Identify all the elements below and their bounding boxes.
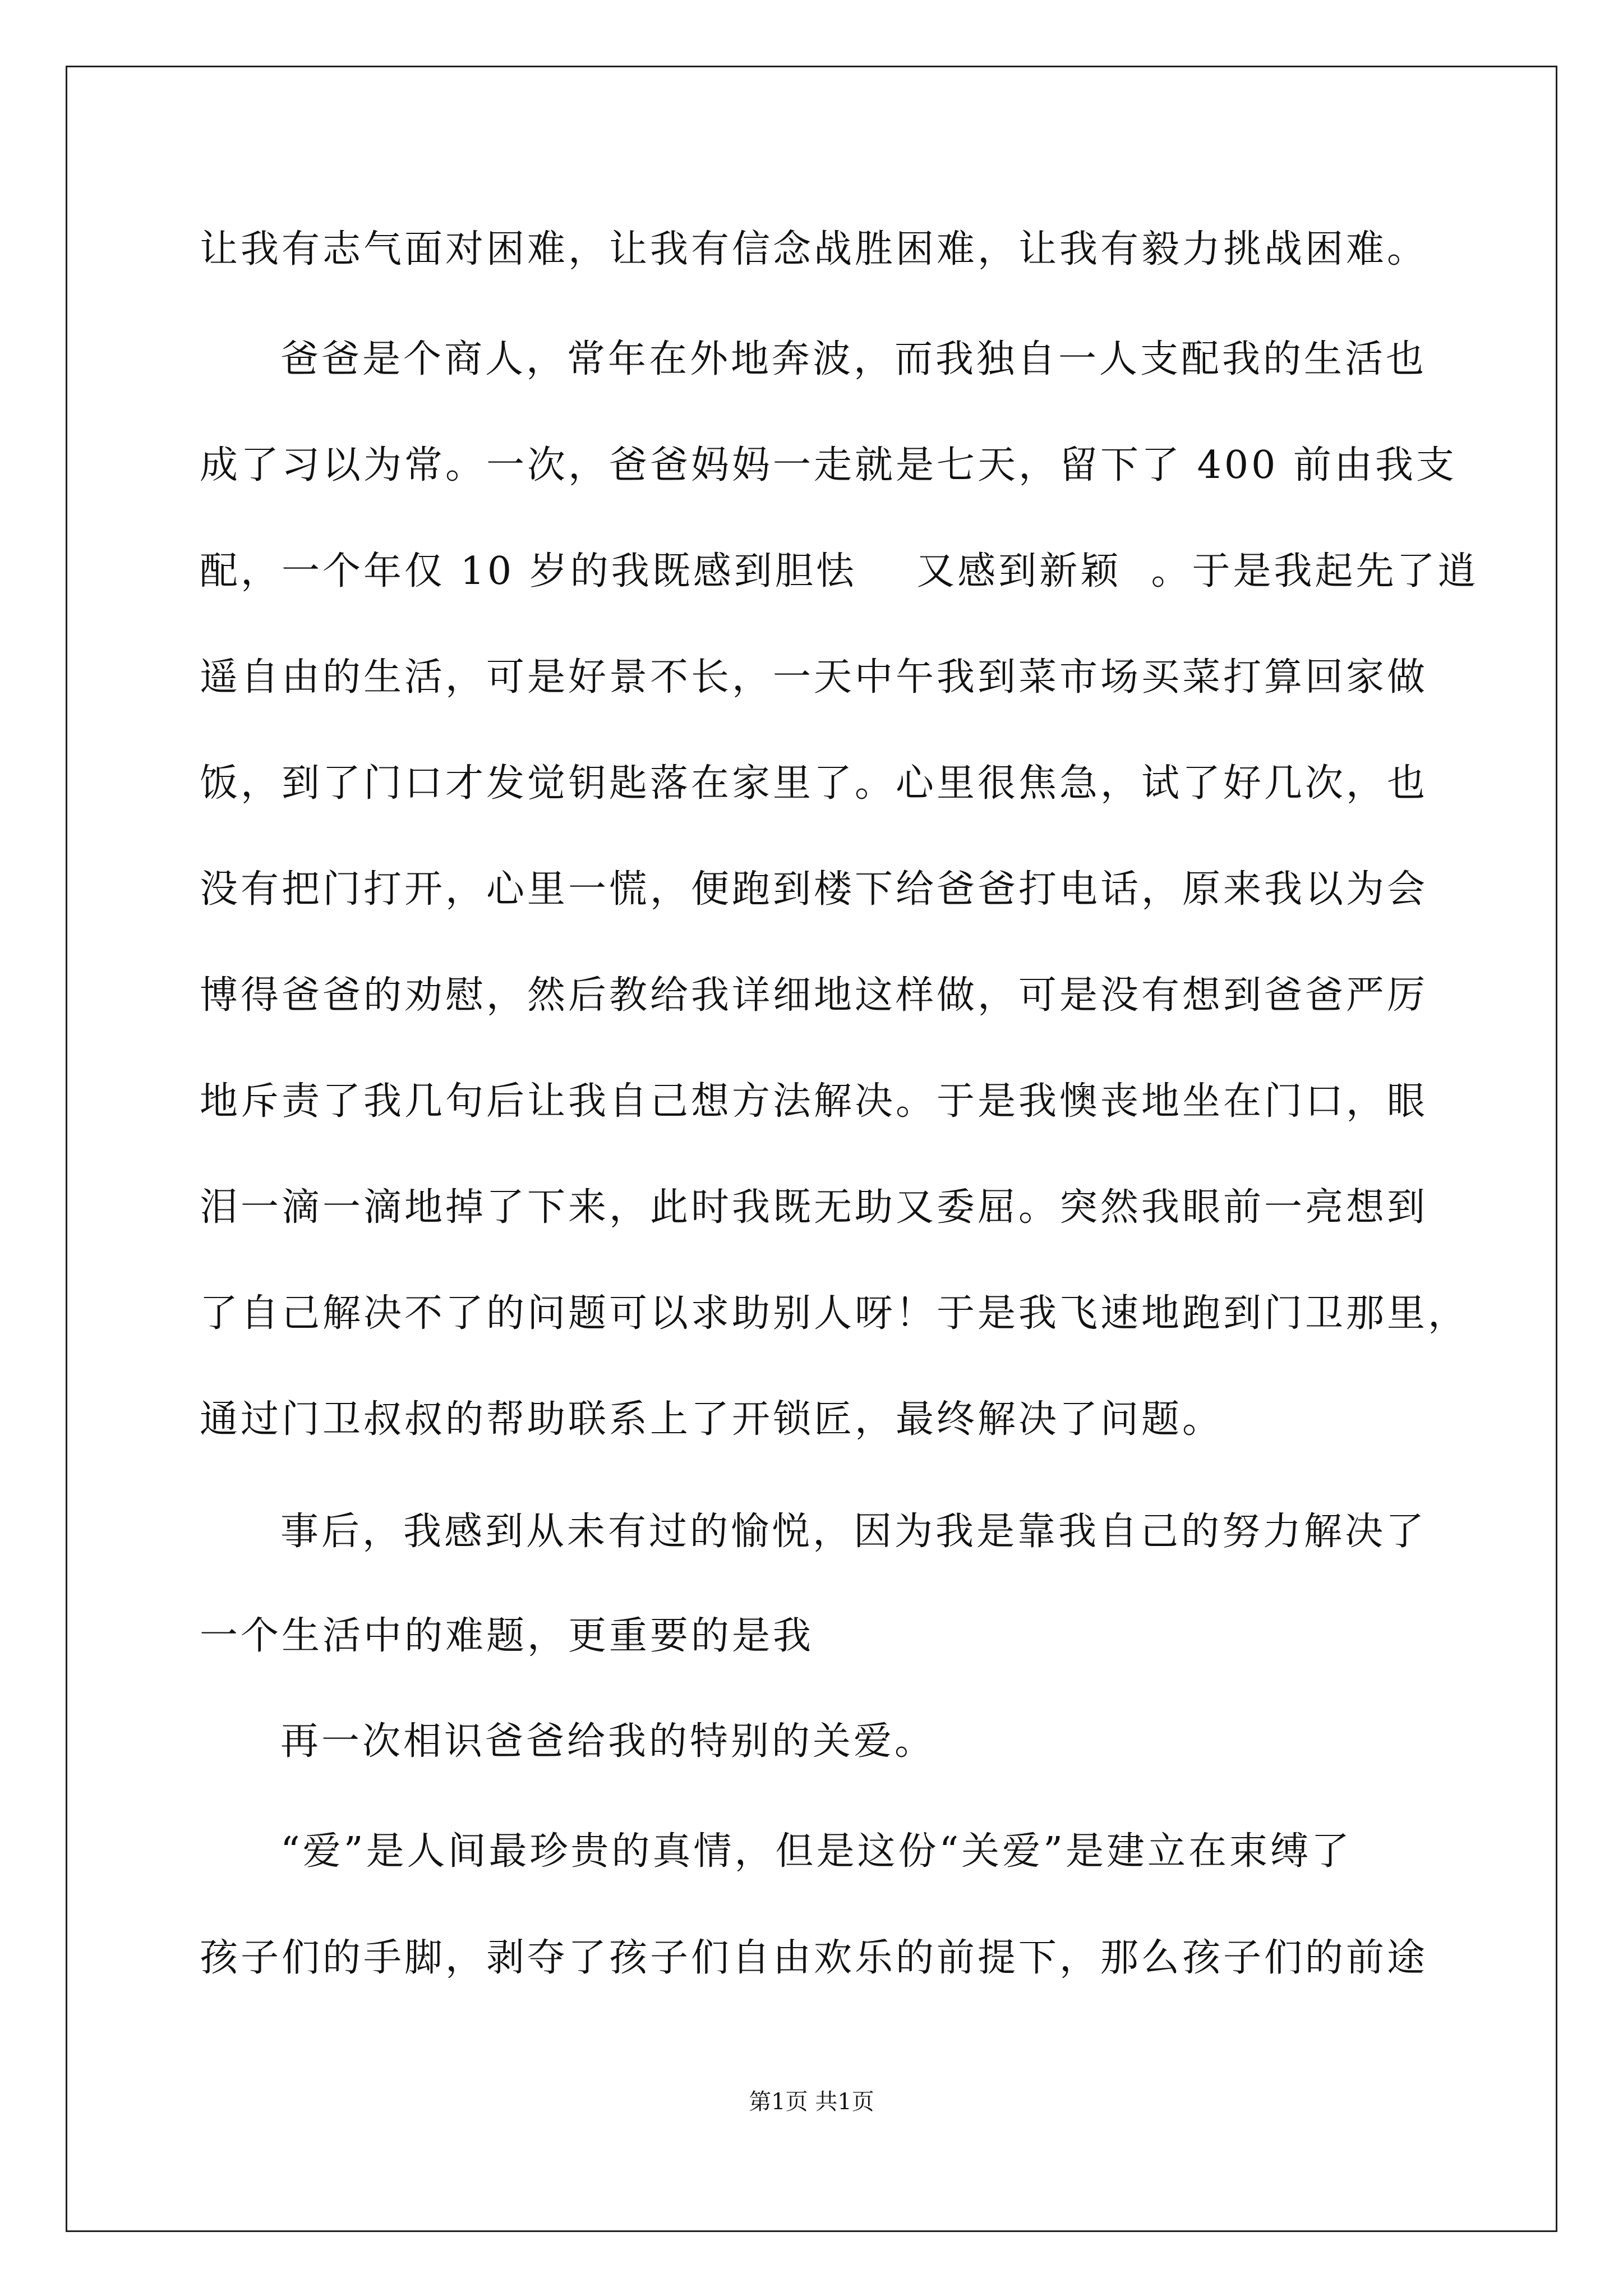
text-line: 一个生活中的难题，更重要的是我 [200,1614,814,1658]
page-border [66,66,1557,2232]
text-line: 孩子们的手脚，剥夺了孩子们自由欢乐的前提下，那么孩子们的前途 [200,1936,1428,1980]
paragraph-start-line: 爸爸是个商人，常年在外地奔波，而我独自一人支配我的生活也 [280,337,1427,381]
paragraph-start-line: “爱”是人间最珍贵的真情，但是这份“关爱”是建立在束缚了 [280,1829,1353,1874]
text-line: 泪一滴一滴地掉了下来，此时我既无助又委屈。突然我眼前一亮想到 [200,1185,1428,1230]
text-line: 了自己解决不了的问题可以求助别人呀！于是我飞速地跑到门卫那里， [200,1291,1469,1336]
text-line: 没有把门打开，心里一慌，便跑到楼下给爸爸打电话，原来我以为会 [200,867,1428,912]
text-line: 地斥责了我几句后让我自己想方法解决。于是我懊丧地坐在门口，眼 [200,1079,1428,1124]
text-line: 让我有志气面对困难，让我有信念战胜困难，让我有毅力挑战困难。 [200,227,1428,272]
text-line: 成了习以为常。一次，爸爸妈妈一走就是七天，留下了 400 前由我支 [200,443,1458,487]
text-line: 饭，到了门口才发觉钥匙落在家里了。心里很焦急，试了好几次，也 [200,761,1428,806]
text-line: 通过门卫叔叔的帮助联系上了开锁匠，最终解决了问题。 [200,1397,1224,1442]
text-line: 配，一个年仅 10 岁的我既感到胆怯 又感到新颖 。于是我起先了逍 [200,549,1479,593]
text-line: 遥自由的生活，可是好景不长，一天中午我到菜市场买菜打算回家做 [200,655,1428,700]
text-line: 博得爸爸的劝慰，然后教给我详细地这样做，可是没有想到爸爸严厉 [200,973,1428,1018]
paragraph-start-line: 事后，我感到从未有过的愉悦，因为我是靠我自己的努力解决了 [280,1510,1427,1554]
page-number-footer: 第1页 共1页 [749,2089,874,2115]
paragraph-start-line: 再一次相识爸爸给我的特别的关爱。 [280,1719,936,1764]
